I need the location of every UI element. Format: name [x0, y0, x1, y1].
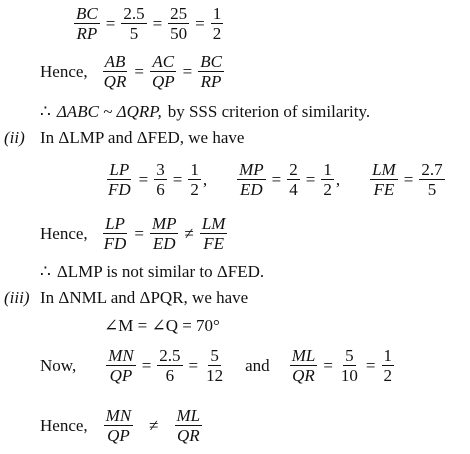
- numerator: MP: [239, 160, 264, 179]
- denominator: ED: [152, 234, 176, 253]
- fraction: [106, 346, 136, 385]
- equals-sign: =: [134, 223, 144, 243]
- denominator: QR: [103, 72, 127, 91]
- numerator: AB: [104, 52, 126, 71]
- equals-sign: =: [271, 169, 282, 189]
- fraction: [200, 214, 228, 253]
- numerator: 5: [210, 346, 219, 365]
- numerator: 1: [190, 160, 199, 179]
- angle-equality: [104, 316, 220, 336]
- equals-sign: =: [105, 13, 116, 33]
- fraction: [175, 406, 203, 445]
- numerator: ML: [176, 406, 201, 425]
- denominator: QR: [292, 366, 315, 385]
- numerator: 3: [156, 160, 165, 179]
- denominator: 4: [289, 180, 298, 199]
- numerator: MN: [108, 346, 134, 365]
- and-label: and: [245, 355, 270, 375]
- part-iii-hence: [40, 406, 204, 445]
- numerator: MP: [151, 214, 177, 233]
- hence-label: Hence,: [40, 415, 88, 435]
- fraction: [198, 52, 224, 91]
- fraction: [419, 160, 444, 199]
- numerator: BC: [200, 52, 222, 71]
- numerator: 2.5: [159, 346, 181, 365]
- intro-text: In ΔLMP and ΔFED, we have: [40, 128, 245, 147]
- denominator: 5: [427, 180, 437, 199]
- fraction: [104, 406, 134, 445]
- part-ii-intro: [40, 128, 244, 148]
- similarity-statement: ΔABC ~ ΔQRP,: [56, 102, 162, 121]
- ratio-line-2: [40, 52, 226, 91]
- fraction: [321, 160, 334, 199]
- fraction: [102, 214, 129, 253]
- fraction-bc-rp: [74, 4, 100, 43]
- fraction: [121, 4, 146, 43]
- denominator: ED: [240, 180, 263, 199]
- part-label-ii: (ii): [4, 128, 25, 147]
- fraction: [339, 346, 360, 385]
- part-ii-hence: [40, 214, 229, 253]
- fraction: [204, 346, 225, 385]
- part-iii-intro: [40, 288, 248, 308]
- fraction: [382, 346, 395, 385]
- denominator: QP: [107, 426, 130, 445]
- denominator: 6: [165, 366, 175, 385]
- numerator: ML: [291, 346, 316, 365]
- denominator: 6: [156, 180, 165, 199]
- numerator: 1: [383, 346, 392, 365]
- fraction: [287, 160, 300, 199]
- denominator: 2: [190, 180, 199, 199]
- ratio-line-1: [72, 4, 225, 43]
- equals-sign: =: [172, 169, 183, 189]
- intro-text: In ΔNML and ΔPQR, we have: [40, 288, 249, 307]
- fraction: [237, 160, 266, 199]
- denominator: 2: [323, 180, 332, 199]
- numerator: 25: [170, 4, 188, 23]
- denominator: RP: [76, 24, 98, 43]
- part-ii-ratios: [104, 160, 447, 199]
- numerator: 1: [212, 4, 222, 23]
- hence-label: Hence,: [40, 223, 88, 243]
- angle-text: ∠M = ∠Q = 70°: [104, 316, 220, 335]
- numerator: LM: [372, 160, 396, 179]
- comma: ,: [335, 169, 341, 189]
- not-equal-sign: ≠: [184, 223, 194, 243]
- fraction: [150, 214, 179, 253]
- part-label-iii: (iii): [4, 288, 30, 307]
- numerator: LM: [201, 214, 226, 233]
- comma: ,: [202, 169, 208, 189]
- denominator: FE: [373, 180, 395, 199]
- denominator: 5: [129, 24, 139, 43]
- fraction: [157, 346, 182, 385]
- numerator: MN: [105, 406, 132, 425]
- numerator: 2.5: [123, 4, 145, 23]
- equals-sign: =: [195, 13, 205, 33]
- equals-sign: =: [188, 355, 199, 375]
- equals-sign: =: [152, 13, 163, 33]
- fraction: [211, 4, 224, 43]
- fraction: [150, 52, 177, 91]
- fraction: [168, 4, 189, 43]
- denominator: QP: [151, 72, 175, 91]
- fraction: [290, 346, 318, 385]
- therefore-symbol: ∴: [40, 102, 51, 121]
- equals-sign: =: [134, 61, 144, 81]
- denominator: 2: [383, 366, 392, 385]
- fraction: [102, 52, 129, 91]
- numerator: AC: [152, 52, 175, 71]
- conclusion-text: ΔLMP is not similar to ΔFED.: [56, 262, 265, 281]
- numerator: LP: [109, 160, 130, 179]
- fraction: [154, 160, 167, 199]
- equals-sign: =: [365, 355, 376, 375]
- equals-sign: =: [141, 355, 152, 375]
- denominator: QP: [109, 366, 133, 385]
- numerator: 2: [289, 160, 298, 179]
- denominator: 10: [340, 366, 358, 385]
- numerator: 5: [345, 346, 354, 365]
- numerator: BC: [76, 4, 98, 23]
- denominator: FE: [203, 234, 225, 253]
- part-iii-ratios: [40, 346, 396, 385]
- equals-sign: =: [305, 169, 316, 189]
- denominator: RP: [200, 72, 222, 91]
- equals-sign: =: [323, 355, 333, 375]
- denominator: QR: [176, 426, 200, 445]
- fraction: [370, 160, 398, 199]
- now-label: Now,: [40, 355, 77, 375]
- fraction: [188, 160, 201, 199]
- criterion-text: by SSS criterion of similarity.: [167, 102, 371, 121]
- numerator: LP: [105, 214, 125, 233]
- denominator: 50: [170, 24, 188, 43]
- part-ii-conclusion: [40, 262, 264, 282]
- denominator: 12: [206, 366, 224, 385]
- numerator: 1: [323, 160, 332, 179]
- equals-sign: =: [403, 169, 414, 189]
- similarity-conclusion-1: [40, 102, 370, 122]
- numerator: 2.7: [421, 160, 443, 179]
- not-equal-sign: ≠: [149, 415, 159, 435]
- equals-sign: =: [182, 61, 193, 81]
- denominator: 2: [212, 24, 222, 43]
- denominator: FD: [108, 180, 131, 199]
- fraction: [106, 160, 133, 199]
- hence-label: Hence,: [40, 61, 88, 81]
- equals-sign: =: [138, 169, 149, 189]
- therefore-symbol: ∴: [40, 262, 51, 281]
- denominator: FD: [103, 234, 127, 253]
